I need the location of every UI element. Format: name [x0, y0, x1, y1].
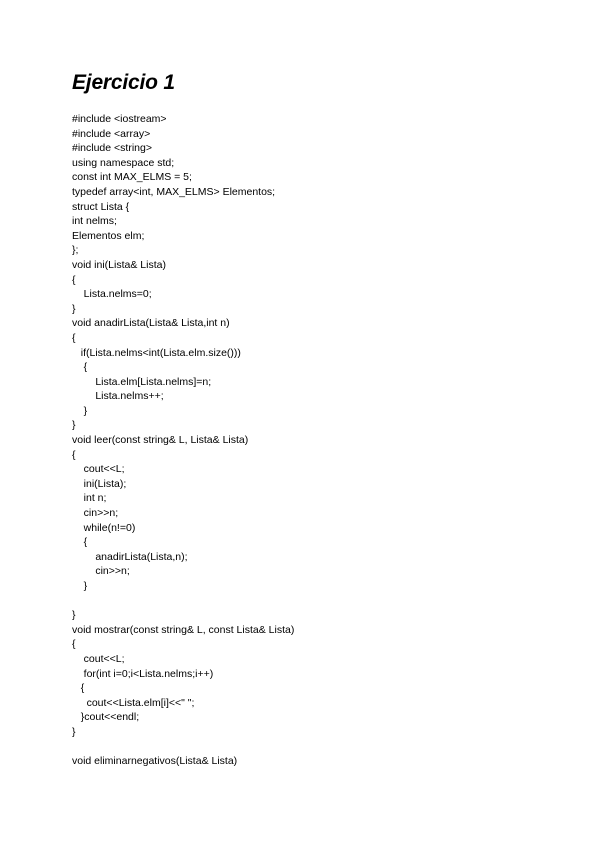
code-line: Lista.nelms=0;	[72, 288, 152, 301]
code-line: void eliminarnegativos(Lista& Lista)	[72, 755, 238, 768]
code-line: typedef array<int, MAX_ELMS> Elementos;	[72, 185, 276, 198]
code-line: int n;	[72, 492, 107, 505]
code-line: #include <iostream>	[72, 113, 167, 125]
code-line: }cout<<endl;	[72, 711, 140, 724]
code-line: Elementos elm;	[72, 229, 145, 242]
code-line: anadirLista(Lista,n);	[72, 550, 188, 563]
code-line: ini(Lista);	[72, 477, 127, 490]
code-line: #include <string>	[72, 142, 152, 155]
code-listing	[72, 112, 294, 769]
code-line: cout<<L;	[72, 652, 125, 665]
code-line: cout<<L;	[72, 463, 125, 476]
code-line: #include <array>	[72, 127, 151, 140]
code-line: }	[72, 419, 76, 432]
document-title: Ejercicio 1	[72, 71, 175, 94]
code-line: Lista.nelms++;	[72, 390, 164, 403]
code-line: if(Lista.nelms<int(Lista.elm.size()))	[72, 346, 241, 359]
code-line: void mostrar(const string& L, const Lista& Lista)	[72, 623, 295, 636]
code-line: {	[72, 448, 76, 461]
code-line: void leer(const string& L, Lista& Lista)	[72, 434, 249, 447]
code-line: while(n!=0)	[72, 521, 136, 534]
code-line: }	[72, 302, 76, 315]
code-line: {	[72, 536, 88, 549]
code-line: using namespace std;	[72, 156, 175, 169]
code-line: cout<<Lista.elm[i]<<" ";	[72, 696, 195, 709]
code-line: cin>>n;	[72, 507, 119, 520]
code-line: {	[72, 682, 85, 695]
code-line: }	[72, 404, 88, 417]
code-line: Lista.elm[Lista.nelms]=n;	[72, 375, 212, 388]
code-line: void anadirLista(Lista& Lista,int n)	[72, 317, 230, 330]
code-line: }	[72, 725, 76, 738]
code-line: for(int i=0;i<Lista.nelms;i++)	[72, 667, 214, 680]
code-line	[72, 594, 294, 609]
code-line: int nelms;	[72, 215, 117, 228]
code-line: {	[72, 331, 76, 344]
code-line: {	[72, 273, 76, 286]
code-line: const int MAX_ELMS = 5;	[72, 171, 192, 184]
code-line: cin>>n;	[72, 565, 130, 578]
code-line: struct Lista {	[72, 200, 130, 213]
code-line: void ini(Lista& Lista)	[72, 258, 166, 271]
code-line: }	[72, 580, 88, 592]
code-line	[72, 740, 294, 755]
code-line: }	[72, 609, 76, 622]
code-line: {	[72, 638, 76, 651]
code-line: };	[72, 244, 79, 257]
code-line: {	[72, 361, 88, 374]
